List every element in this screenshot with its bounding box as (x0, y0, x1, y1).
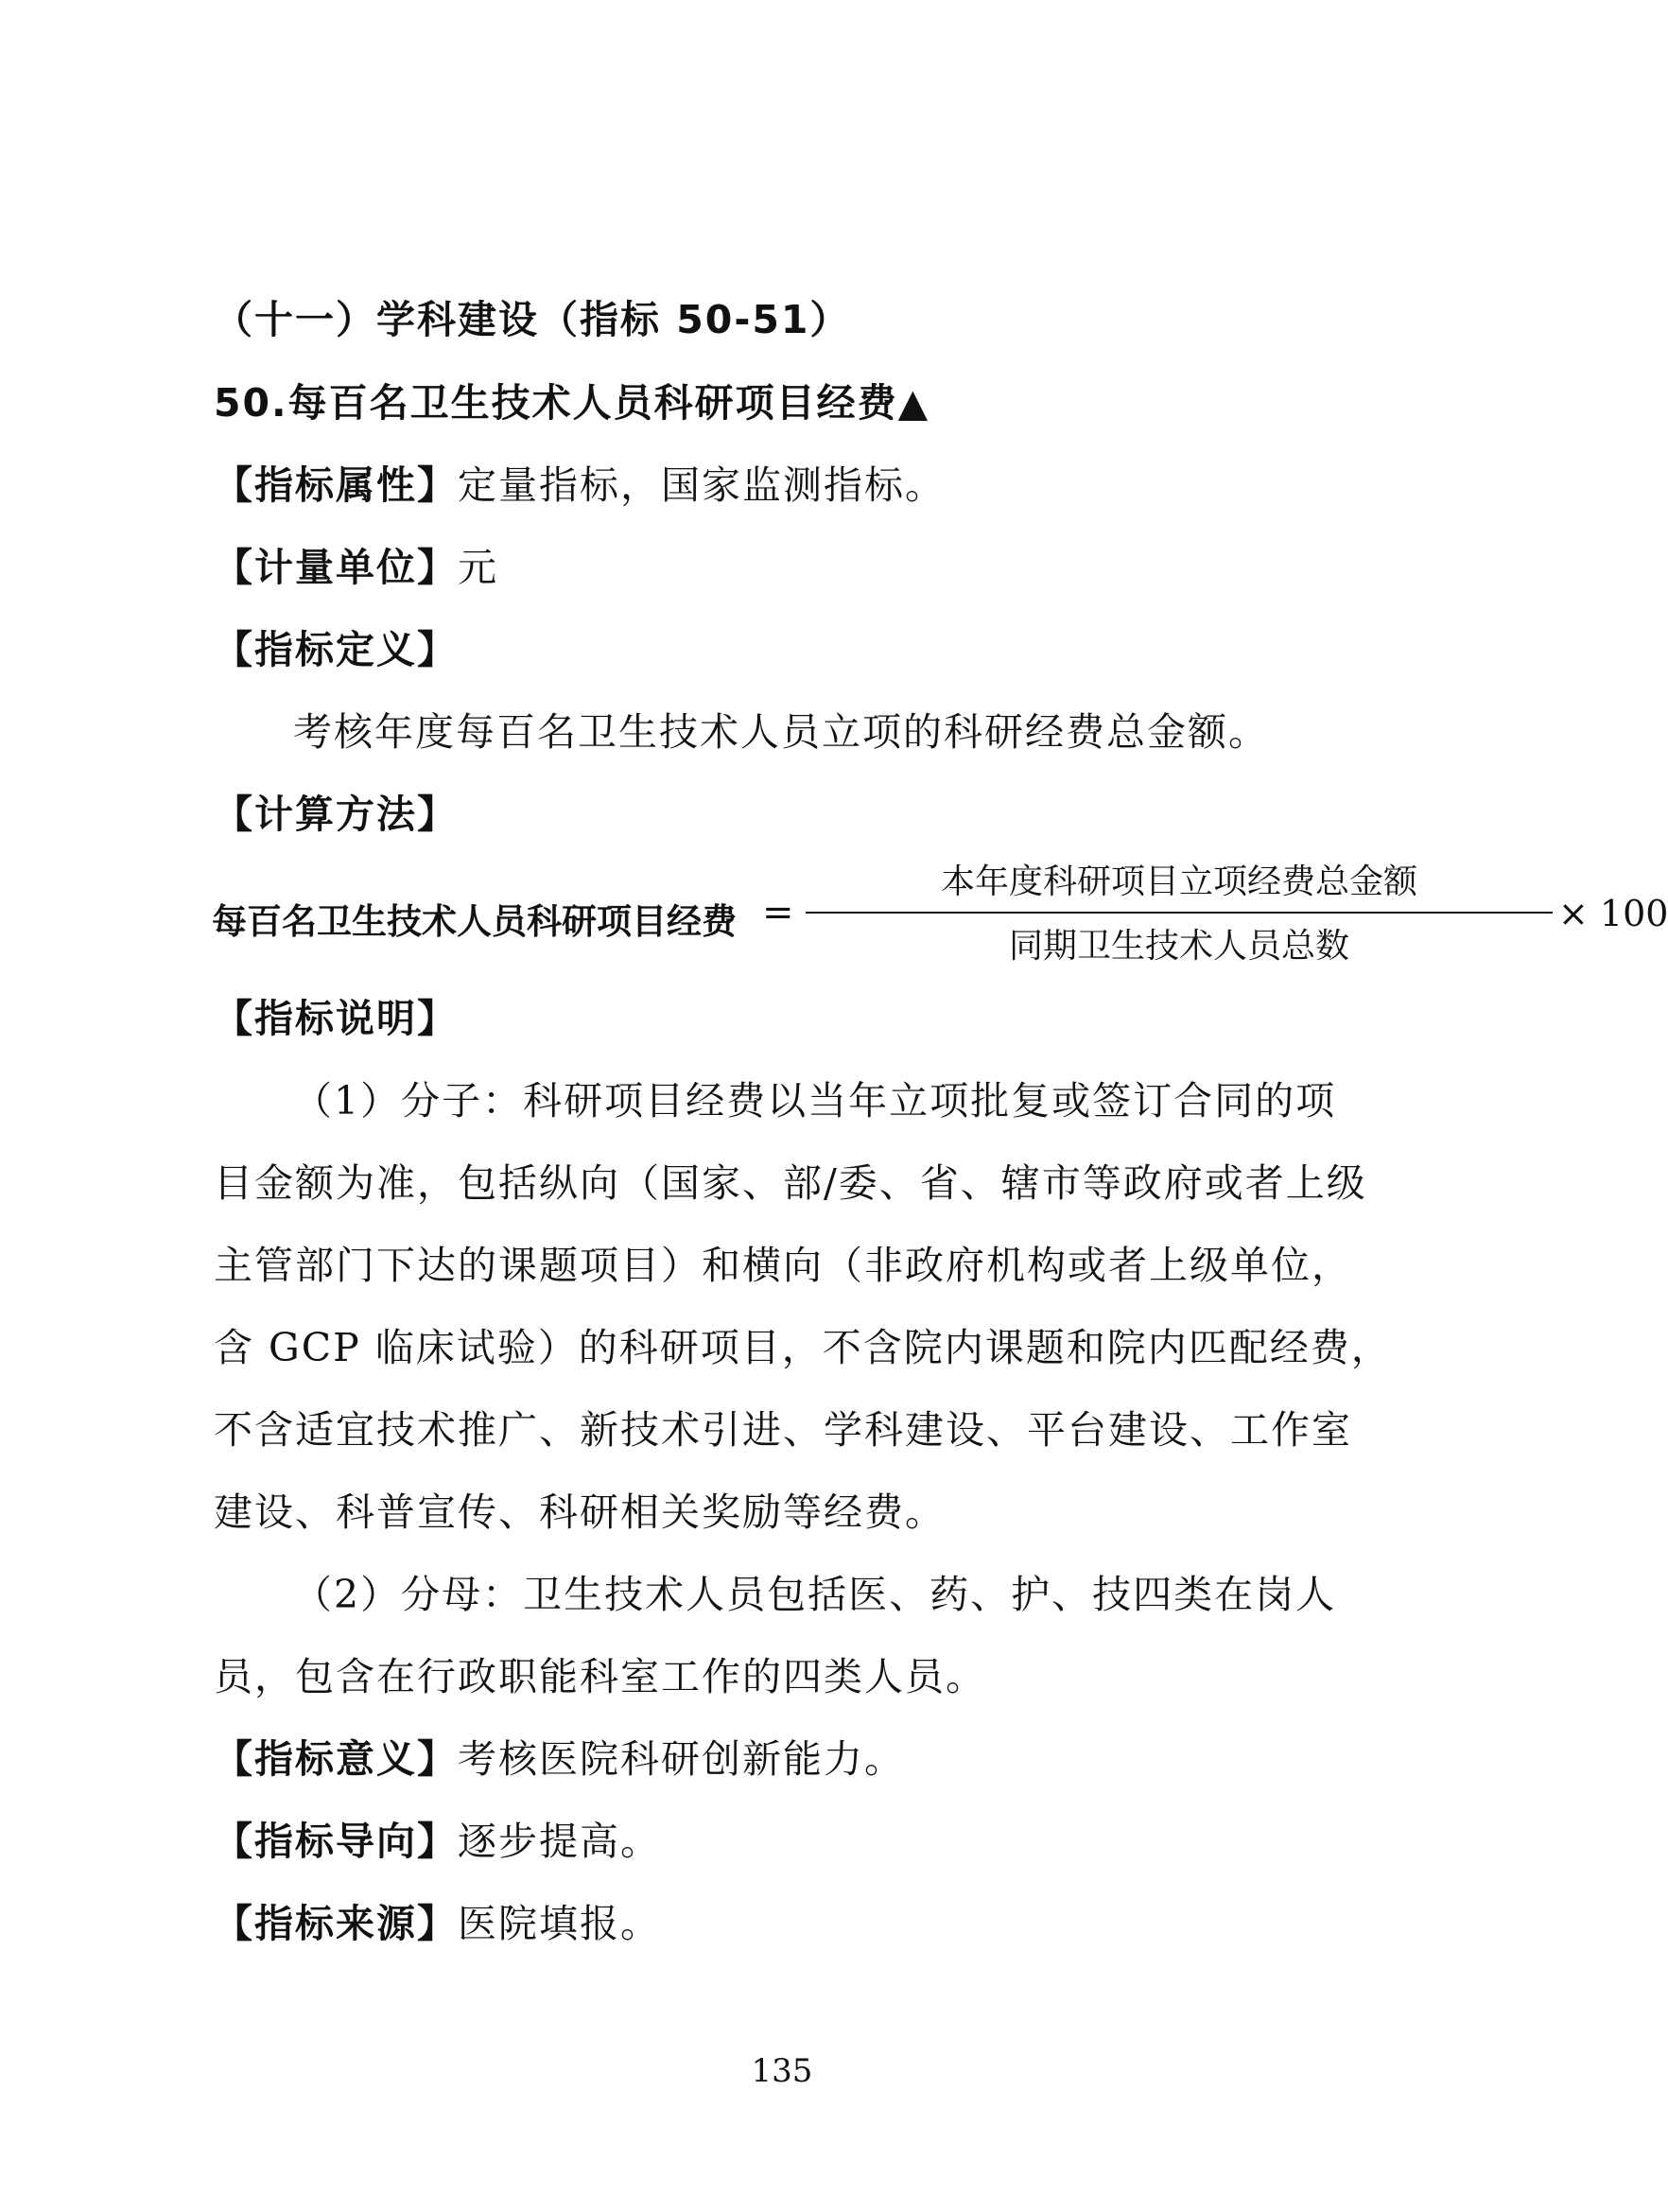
significance-label: 【指标意义】 (214, 1736, 458, 1782)
fraction-bar (806, 912, 1553, 914)
explanation-line: 主管部门下达的课题项目）和横向（非政府机构或者上级单位， (214, 1243, 1352, 1288)
calculation-label: 【计算方法】 (214, 792, 458, 837)
orientation-row (214, 1815, 661, 1868)
explanation-label: 【指标说明】 (214, 996, 458, 1041)
significance-row (214, 1733, 905, 1785)
unit-value: 元 (458, 545, 498, 590)
formula-lhs: 每百名卫生技术人员科研项目经费 (212, 901, 737, 942)
attribute-label: 【指标属性】 (214, 462, 458, 508)
explanation-line: 目金额为准，包括纵向（国家、部/委、省、辖市等政府或者上级 (214, 1160, 1367, 1206)
explanation-line: （2）分母：卫生技术人员包括医、药、护、技四类在岗人 (293, 1572, 1337, 1617)
source-label: 【指标来源】 (214, 1901, 458, 1946)
explanation-line: 员，包含在行政职能科室工作的四类人员。 (214, 1654, 986, 1699)
significance-value: 考核医院科研创新能力。 (458, 1736, 905, 1782)
unit-row (214, 541, 498, 594)
page-number: 135 (751, 2052, 813, 2090)
definition-text: 考核年度每百名卫生技术人员立项的科研经费总金额。 (293, 709, 1269, 755)
explanation-line: （1）分子：科研项目经费以当年立项批复或签订合同的项 (293, 1078, 1337, 1123)
orientation-value: 逐步提高。 (458, 1819, 661, 1864)
section-heading: （十一）学科建设（指标 50-51） (214, 297, 851, 342)
definition-label: 【指标定义】 (214, 627, 458, 672)
formula-multiplier: × 100 (1558, 893, 1668, 934)
attribute-row (214, 459, 946, 512)
calculation-label-row (214, 788, 458, 841)
definition-label-row (214, 623, 458, 676)
explanation-line: 建设、科普宣传、科研相关奖励等经费。 (214, 1489, 946, 1535)
formula-denominator: 同期卫生技术人员总数 (1008, 927, 1349, 966)
attribute-value: 定量指标，国家监测指标。 (458, 462, 946, 508)
formula-equals: = (762, 891, 794, 934)
explanation-line: 含 GCP 临床试验）的科研项目，不含院内课题和院内匹配经费， (214, 1325, 1392, 1370)
indicator-title: 50.每百名卫生技术人员科研项目经费▲ (214, 380, 930, 426)
calculation-formula (212, 861, 1668, 974)
source-row (214, 1897, 661, 1950)
explanation-label-row (214, 992, 458, 1045)
explanation-line: 不含适宜技术推广、新技术引进、学科建设、平台建设、工作室 (214, 1407, 1352, 1453)
orientation-label: 【指标导向】 (214, 1819, 458, 1864)
formula-numerator: 本年度科研项目立项经费总金额 (940, 862, 1417, 901)
source-value: 医院填报。 (458, 1901, 661, 1946)
unit-label: 【计量单位】 (214, 545, 458, 590)
